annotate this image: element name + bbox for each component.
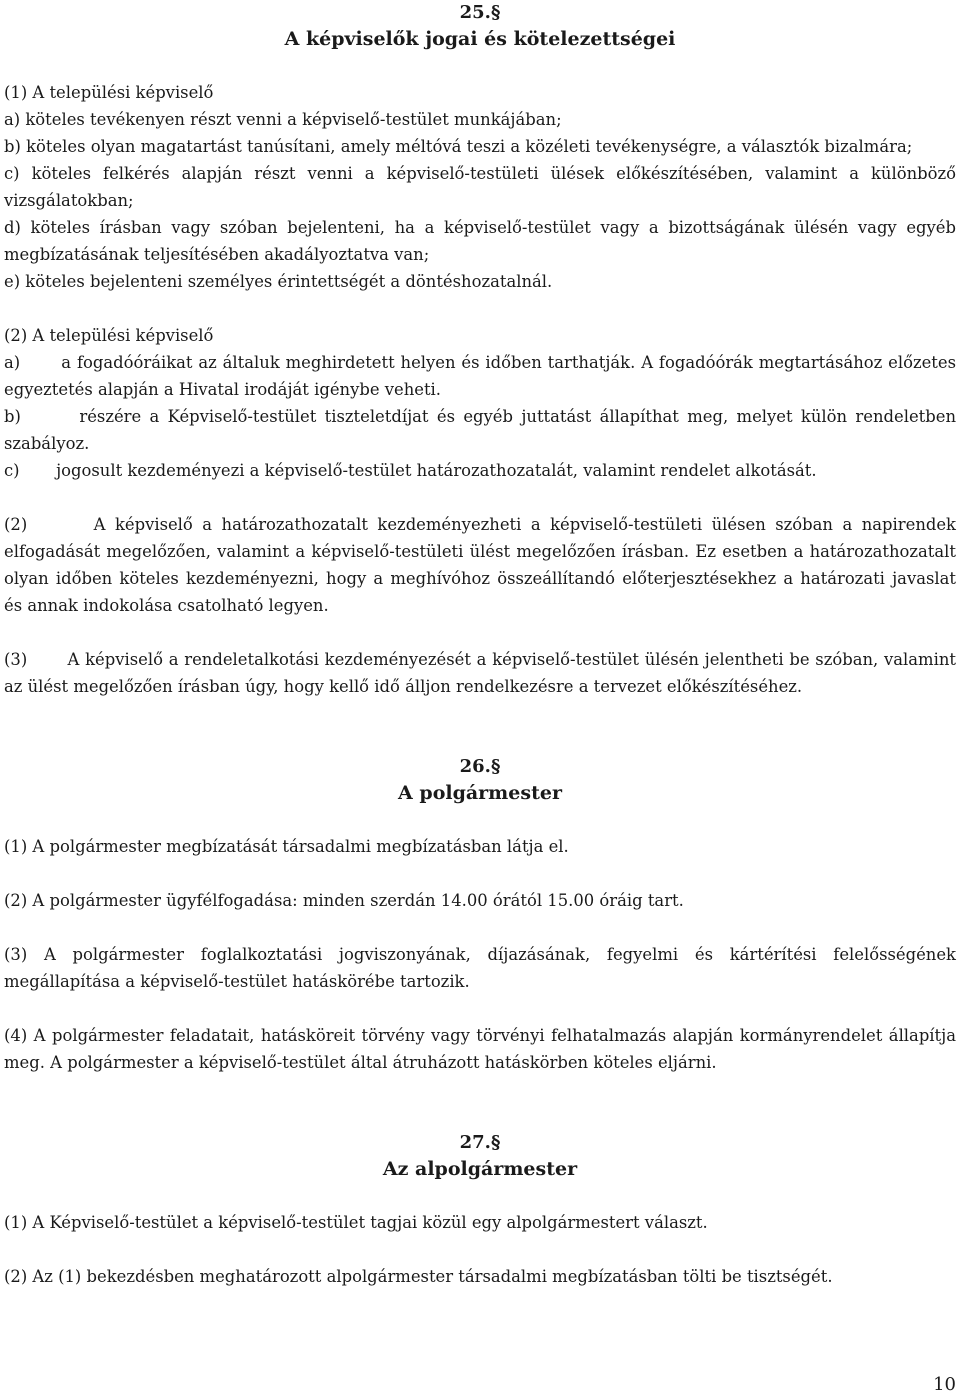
paragraph-text: A képviselő a rendeletalkotási kezdeményezését a képviselő-testület ülésén jelentheti be szóban, valamint az ülést megelőzően írásban úgy, hogy kellő idő álljon rendelkezésre a tervezet előkészítéséhez.	[4, 650, 956, 696]
s25-p1-c: c) köteles felkérés alapján részt venni a képviselő-testületi ülések előkészítésében, valamint a különböző vizsgálatokban;	[4, 164, 956, 210]
item-text: részére a Képviselő-testület tiszteletdíjat és egyéb juttatást állapíthat meg, melyet külön rendeletben szabályoz.	[4, 407, 956, 453]
paragraph-label: (2)	[4, 515, 28, 534]
s27-p2: (2) Az (1) bekezdésben meghatározott alpolgármester társadalmi megbízatásban tölti be tisztségét.	[4, 1267, 833, 1286]
item-label: b)	[4, 407, 21, 426]
s26-p4: (4) A polgármester feladatait, hatásköreit törvény vagy törvényi felhatalmazás alapján kormányrendelet állapítja meg. A polgármester a képviselő-testület által átruházott hatáskörben köteles eljárni.	[4, 1026, 956, 1072]
section-number-text: 25.	[459, 2, 491, 23]
item-text: jogosult kezdeményezi a képviselő-testület határozathozatalát, valamint rendelet alkotását.	[56, 461, 817, 480]
s26-p3: (3) A polgármester foglalkoztatási jogviszonyának, díjazásának, fegyelmi és kártérítési felelősségének megállapítása a képviselő-testület hatáskörébe tartozik.	[4, 945, 956, 991]
section-27-number	[4, 1130, 956, 1156]
page-number: 10	[933, 1374, 956, 1395]
section-25-title: A képviselők jogai és kötelezettségei	[284, 28, 676, 50]
s25-p2-b	[4, 403, 956, 457]
section-number-text: 27.	[459, 1132, 491, 1153]
item-text: a fogadóóráikat az általuk meghirdetett helyen és időben tarthatják. A fogadóórák megtartásához előzetes egyeztetés alapján a Hivatal irodáját igénybe veheti.	[4, 353, 956, 399]
s25-p1-d: d) köteles írásban vagy szóban bejelenteni, ha a képviselő-testület vagy a bizottságának ülésén vagy egyéb megbízatásának teljesítésében akadályoztatva van;	[4, 218, 956, 264]
paragraph-text: A képviselő a határozathozatalt kezdeményezheti a képviselő-testületi ülésen szóban a napirendek elfogadását megelőzően, valamint a képviselő-testületi ülést megelőzően írásban. Ez esetben a határozathozatalt olyan időben köteles kezdeményezni, hogy a meghívóhoz összeállítandó előterjesztésekhez a határozati javaslat és annak indokolása csatolható legyen.	[4, 515, 956, 615]
s27-p1: (1) A Képviselő-testület a képviselő-testület tagjai közül egy alpolgármestert választ.	[4, 1213, 708, 1232]
section-26-number	[4, 754, 956, 780]
s25-p2-a	[4, 349, 956, 403]
s26-p1: (1) A polgármester megbízatását társadalmi megbízatásban látja el.	[4, 837, 569, 856]
section-spacer	[4, 1076, 956, 1130]
s26-p2: (2) A polgármester ügyfélfogadása: minden szerdán 14.00 órától 15.00 óráig tart.	[4, 891, 684, 910]
section-spacer	[4, 700, 956, 754]
section-sign-icon: §	[490, 1132, 501, 1153]
section-sign-icon: §	[490, 2, 501, 23]
s25-p1-intro: (1) A települési képviselő	[4, 83, 214, 102]
s25-p3	[4, 511, 956, 619]
section-25-number	[4, 0, 956, 26]
s25-p1-a: a) köteles tevékenyen részt venni a képviselő-testület munkájában;	[4, 110, 562, 129]
section-27-title: Az alpolgármester	[382, 1158, 578, 1180]
s25-p2-c	[4, 457, 956, 484]
item-label: c)	[4, 461, 20, 480]
section-number-text: 26.	[459, 756, 491, 777]
s25-p1-e: e) köteles bejelenteni személyes érintettségét a döntéshozatalnál.	[4, 272, 553, 291]
s25-p2-intro: (2) A települési képviselő	[4, 326, 214, 345]
s25-p4	[4, 646, 956, 700]
section-26-title: A polgármester	[398, 782, 562, 804]
section-sign-icon: §	[490, 756, 501, 777]
item-label: a)	[4, 353, 21, 372]
document-page	[4, 0, 956, 1290]
s25-p1-b: b) köteles olyan magatartást tanúsítani, amely méltóvá teszi a közéleti tevékenységre, a választók bizalmára;	[4, 137, 913, 156]
paragraph-label: (3)	[4, 650, 28, 669]
